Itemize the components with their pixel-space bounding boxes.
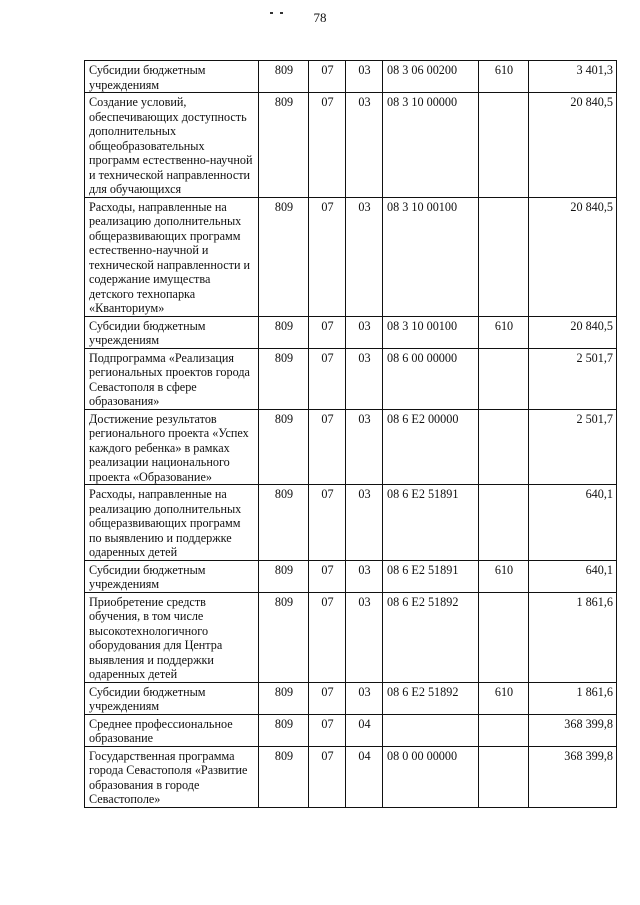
amount-cell: 2 501,7 [529,409,617,485]
target-article-cell: 08 6 E2 00000 [383,409,479,485]
section-code-cell: 07 [309,409,346,485]
target-article-cell: 08 0 00 00000 [383,746,479,807]
department-code-cell: 809 [259,714,309,746]
budget-table [84,60,617,808]
section-code-cell: 07 [309,93,346,198]
department-code-cell: 809 [259,197,309,316]
expense-name-cell: Государственная программа города Севастополя «Развитие образования в городе Севастополе» [85,746,259,807]
subsection-code-cell: 03 [346,485,383,561]
table-row [85,746,617,807]
table-row [85,714,617,746]
subsection-code-cell: 03 [346,682,383,714]
expense-type-cell [479,746,529,807]
section-code-cell: 07 [309,560,346,592]
department-code-cell: 809 [259,485,309,561]
target-article-cell [383,714,479,746]
section-code-cell: 07 [309,592,346,682]
expense-type-cell: 610 [479,682,529,714]
target-article-cell: 08 3 10 00100 [383,316,479,348]
table-row [85,93,617,198]
subsection-code-cell: 03 [346,560,383,592]
expense-name-cell: Подпрограмма «Реализация региональных проектов города Севастополя в сфере образования» [85,348,259,409]
table-row [85,197,617,316]
amount-cell: 20 840,5 [529,316,617,348]
amount-cell: 3 401,3 [529,61,617,93]
table-row [85,61,617,93]
expense-name-cell: Достижение результатов регионального проекта «Успех каждого ребенка» в рамках реализации национального проекта «Образование» [85,409,259,485]
table-row [85,485,617,561]
section-code-cell: 07 [309,316,346,348]
table-row [85,316,617,348]
section-code-cell: 07 [309,682,346,714]
expense-type-cell [479,592,529,682]
scan-artifact [270,1,298,5]
expense-name-cell: Создание условий, обеспечивающих доступность дополнительных общеобразовательных программ естественно-научной и технической направленности для обучающихся [85,93,259,198]
expense-name-cell: Расходы, направленные на реализацию дополнительных общеразвивающих программ по выявлению и поддержке одаренных детей [85,485,259,561]
subsection-code-cell: 03 [346,197,383,316]
subsection-code-cell: 03 [346,61,383,93]
expense-name-cell: Субсидии бюджетным учреждениям [85,316,259,348]
amount-cell: 20 840,5 [529,93,617,198]
section-code-cell: 07 [309,746,346,807]
department-code-cell: 809 [259,746,309,807]
section-code-cell: 07 [309,714,346,746]
section-code-cell: 07 [309,197,346,316]
department-code-cell: 809 [259,592,309,682]
target-article-cell: 08 6 E2 51892 [383,592,479,682]
table-row [85,592,617,682]
amount-cell: 640,1 [529,485,617,561]
expense-type-cell: 610 [479,61,529,93]
target-article-cell: 08 3 06 00200 [383,61,479,93]
amount-cell: 20 840,5 [529,197,617,316]
expense-type-cell [479,197,529,316]
expense-type-cell [479,93,529,198]
section-code-cell: 07 [309,61,346,93]
department-code-cell: 809 [259,409,309,485]
department-code-cell: 809 [259,316,309,348]
subsection-code-cell: 03 [346,348,383,409]
expense-type-cell: 610 [479,316,529,348]
table-row [85,409,617,485]
expense-type-cell [479,409,529,485]
department-code-cell: 809 [259,61,309,93]
expense-type-cell: 610 [479,560,529,592]
expense-name-cell: Расходы, направленные на реализацию дополнительных общеразвивающих программ естественно-научной и технической направленности и содержание имущества детского технопарка «Кванториум» [85,197,259,316]
expense-type-cell [479,485,529,561]
subsection-code-cell: 03 [346,93,383,198]
target-article-cell: 08 3 10 00100 [383,197,479,316]
expense-type-cell [479,348,529,409]
subsection-code-cell: 04 [346,746,383,807]
table-row [85,348,617,409]
target-article-cell: 08 6 E2 51891 [383,485,479,561]
amount-cell: 368 399,8 [529,746,617,807]
page-number: 78 [313,10,327,25]
department-code-cell: 809 [259,348,309,409]
expense-name-cell: Приобретение средств обучения, в том числе высокотехнологичного оборудования для Центра выявления и поддержки одаренных детей [85,592,259,682]
target-article-cell: 08 6 00 00000 [383,348,479,409]
table-row [85,682,617,714]
department-code-cell: 809 [259,93,309,198]
amount-cell: 1 861,6 [529,682,617,714]
amount-cell: 1 861,6 [529,592,617,682]
expense-name-cell: Среднее профессиональное образование [85,714,259,746]
expense-name-cell: Субсидии бюджетным учреждениям [85,560,259,592]
subsection-code-cell: 03 [346,592,383,682]
subsection-code-cell: 03 [346,409,383,485]
amount-cell: 368 399,8 [529,714,617,746]
expense-type-cell [479,714,529,746]
amount-cell: 2 501,7 [529,348,617,409]
subsection-code-cell: 04 [346,714,383,746]
department-code-cell: 809 [259,682,309,714]
target-article-cell: 08 6 E2 51892 [383,682,479,714]
subsection-code-cell: 03 [346,316,383,348]
expense-name-cell: Субсидии бюджетным учреждениям [85,682,259,714]
amount-cell: 640,1 [529,560,617,592]
table-row [85,560,617,592]
section-code-cell: 07 [309,485,346,561]
target-article-cell: 08 3 10 00000 [383,93,479,198]
department-code-cell: 809 [259,560,309,592]
target-article-cell: 08 6 E2 51891 [383,560,479,592]
section-code-cell: 07 [309,348,346,409]
expense-name-cell: Субсидии бюджетным учреждениям [85,61,259,93]
